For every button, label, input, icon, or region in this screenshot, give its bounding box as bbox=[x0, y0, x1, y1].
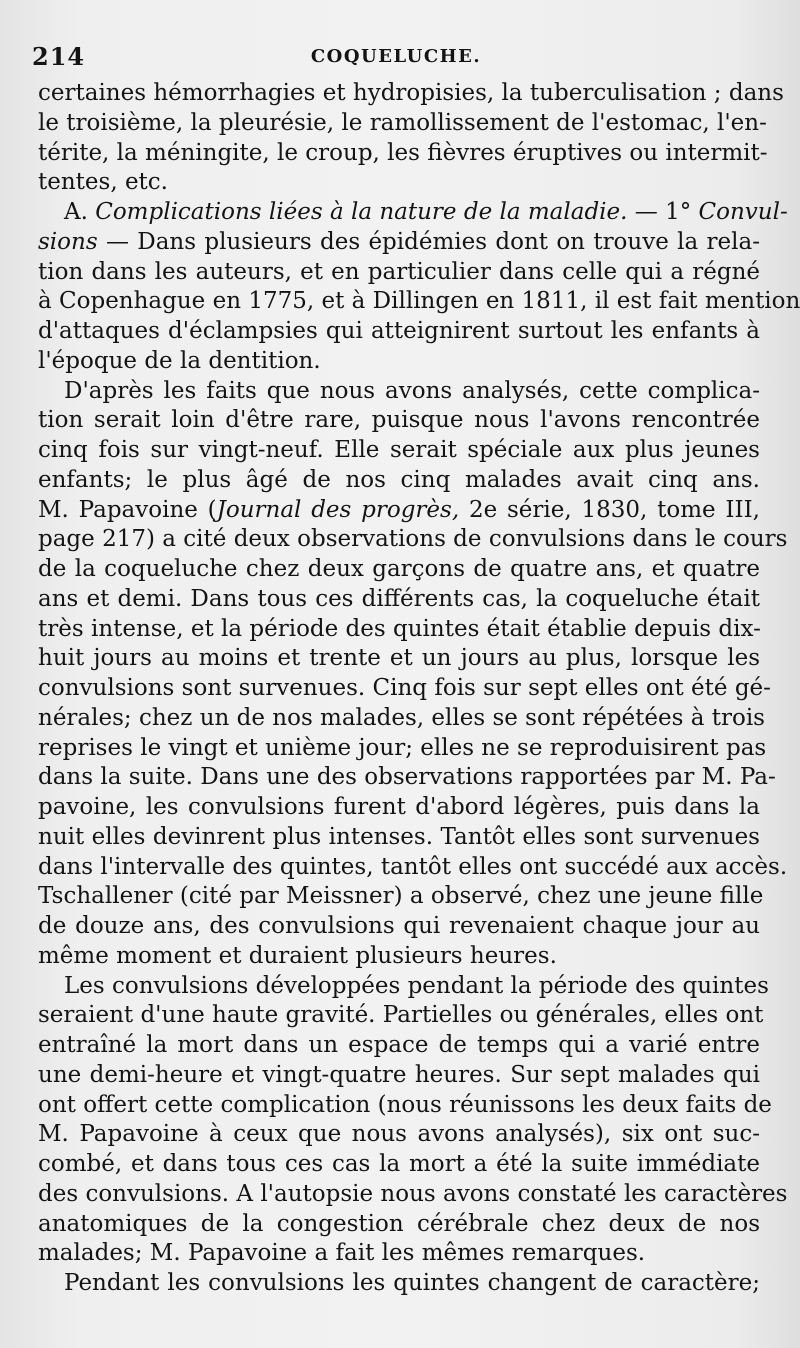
text-line bbox=[38, 1060, 760, 1090]
text-line bbox=[38, 584, 760, 614]
line-text: anatomiques de la congestion cérébrale chez deux de nos bbox=[38, 1210, 760, 1237]
text-line bbox=[38, 852, 788, 882]
text-line bbox=[64, 1268, 760, 1298]
line-text: entraîné la mort dans un espace de temps qui a varié entre bbox=[38, 1032, 760, 1058]
text-line bbox=[38, 1119, 760, 1149]
text-line bbox=[38, 1179, 788, 1209]
text-line bbox=[38, 405, 760, 435]
text-line bbox=[38, 554, 760, 584]
italic-text: Journal des progrès, bbox=[216, 496, 460, 523]
line-text: reprises le vingt et unième jour; elles ne se reproduisirent pas bbox=[38, 734, 767, 761]
text-line bbox=[38, 1238, 760, 1268]
line-text: de douze ans, des convulsions qui revenaient chaque jour au bbox=[38, 913, 760, 939]
line-text: convulsions sont survenues. Cinq fois sur sept elles ont été gé- bbox=[38, 675, 771, 701]
line-text: ans et demi. Dans tous ces différents cas, la coqueluche était bbox=[38, 585, 760, 612]
line-text: très intense, et la période des quintes était établie depuis dix- bbox=[38, 615, 761, 642]
text-line bbox=[38, 316, 760, 346]
text-line bbox=[38, 941, 760, 971]
line-text: à Copenhague en 1775, et à Dillingen en 1811, il est fait mention bbox=[38, 288, 800, 315]
line-text: Pendant les convulsions les quintes changent de caractère; bbox=[64, 1270, 760, 1296]
text-line bbox=[38, 1000, 764, 1030]
line-text: des convulsions. A l'autopsie nous avons constaté les caractères bbox=[38, 1180, 788, 1207]
line-text: dans la suite. Dans une des observations rapportées par M. Pa- bbox=[38, 764, 776, 791]
italic-text: Convul- bbox=[698, 199, 788, 225]
text-line bbox=[38, 1090, 772, 1120]
line-text: enfants; le plus âgé de nos cinq malades avait cinq ans. bbox=[38, 466, 760, 493]
text-line bbox=[38, 465, 760, 495]
line-text: ont offert cette complication (nous réunissons les deux faits de bbox=[38, 1091, 772, 1118]
text-line bbox=[64, 376, 760, 406]
text-line bbox=[38, 643, 760, 673]
text-line bbox=[38, 138, 768, 168]
line-text: Les convulsions développées pendant la période des quintes bbox=[64, 972, 769, 999]
text-line bbox=[38, 1209, 760, 1239]
text-line bbox=[38, 822, 760, 852]
running-title: COQUELUCHE. bbox=[310, 46, 482, 67]
text-line bbox=[38, 524, 788, 554]
text-line bbox=[38, 881, 764, 911]
line-text: D'après les faits que nous avons analysés, cette complica- bbox=[64, 377, 760, 404]
text-line bbox=[38, 435, 760, 465]
text-line bbox=[38, 108, 767, 138]
line-text: l'époque de la dentition. bbox=[38, 347, 321, 374]
line-text: une demi-heure et vingt-quatre heures. Sur sept malades qui bbox=[38, 1061, 760, 1088]
text-line bbox=[38, 346, 760, 376]
text-line bbox=[38, 1030, 760, 1060]
text-line bbox=[38, 614, 760, 644]
line-text: tion dans les auteurs, et en particulier dans celle qui a régné bbox=[38, 258, 760, 285]
text-line bbox=[38, 703, 765, 733]
page-number: 214 bbox=[32, 42, 86, 71]
line-text: dans l'intervalle des quintes, tantôt elles ont succédé aux accès. bbox=[38, 853, 788, 880]
italic-text: sions bbox=[38, 228, 98, 255]
italic-text: Complications liées à la nature de la maladie. bbox=[95, 199, 628, 225]
line-text: M. Papavoine à ceux que nous avons analysés), six ont suc- bbox=[38, 1121, 760, 1148]
text-line bbox=[38, 495, 760, 525]
line-text: térite, la méningite, le croup, les fièvres éruptives ou intermit- bbox=[38, 139, 768, 166]
line-text: pavoine, les convulsions furent d'abord légères, puis dans la bbox=[38, 794, 760, 820]
line-text: tentes, etc. bbox=[38, 169, 168, 196]
line-text: — 1° bbox=[627, 199, 699, 225]
line-text: tion serait loin d'être rare, puisque nous l'avons rencontrée bbox=[38, 407, 760, 434]
text-line bbox=[38, 673, 771, 703]
text-line bbox=[38, 762, 776, 792]
line-text: malades; M. Papavoine a fait les mêmes remarques. bbox=[38, 1240, 646, 1267]
line-text: Tschallener (cité par Meissner) a observé, chez une jeune fille bbox=[38, 883, 764, 910]
line-text: A. bbox=[64, 199, 96, 225]
text-line bbox=[38, 257, 760, 287]
text-line bbox=[38, 792, 760, 822]
line-text: — Dans plusieurs des épidémies dont on trouve la rela- bbox=[97, 228, 760, 255]
line-text: M. Papavoine ( bbox=[38, 496, 217, 523]
line-text: combé, et dans tous ces cas la mort a été la suite immédiate bbox=[38, 1151, 760, 1177]
text-line bbox=[38, 167, 760, 197]
text-line bbox=[38, 227, 760, 257]
text-line bbox=[38, 911, 760, 941]
line-text: huit jours au moins et trente et un jours au plus, lorsque les bbox=[38, 645, 760, 672]
text-line bbox=[64, 971, 769, 1001]
line-text: d'attaques d'éclampsies qui atteignirent surtout les enfants à bbox=[38, 318, 760, 344]
text-line bbox=[38, 733, 767, 763]
line-text: nuit elles devinrent plus intenses. Tantôt elles sont survenues bbox=[38, 823, 760, 850]
line-text: de la coqueluche chez deux garçons de quatre ans, et quatre bbox=[38, 556, 760, 582]
text-line bbox=[64, 197, 788, 227]
text-line bbox=[38, 1149, 760, 1179]
line-text: certaines hémorrhagies et hydropisies, la tuberculisation ; dans bbox=[38, 80, 784, 106]
line-text: page 217) a cité deux observations de convulsions dans le cours bbox=[38, 526, 788, 553]
line-text: 2e série, 1830, tome III, bbox=[459, 496, 760, 523]
line-text: le troisième, la pleurésie, le ramollissement de l'estomac, l'en- bbox=[38, 109, 767, 136]
line-text: cinq fois sur vingt-neuf. Elle serait spéciale aux plus jeunes bbox=[38, 437, 760, 463]
line-text: nérales; chez un de nos malades, elles se sont répétées à trois bbox=[38, 704, 765, 731]
text-line bbox=[38, 286, 800, 316]
line-text: seraient d'une haute gravité. Partielles ou générales, elles ont bbox=[38, 1002, 764, 1029]
line-text: même moment et duraient plusieurs heures. bbox=[38, 942, 557, 969]
text-line bbox=[38, 78, 784, 108]
